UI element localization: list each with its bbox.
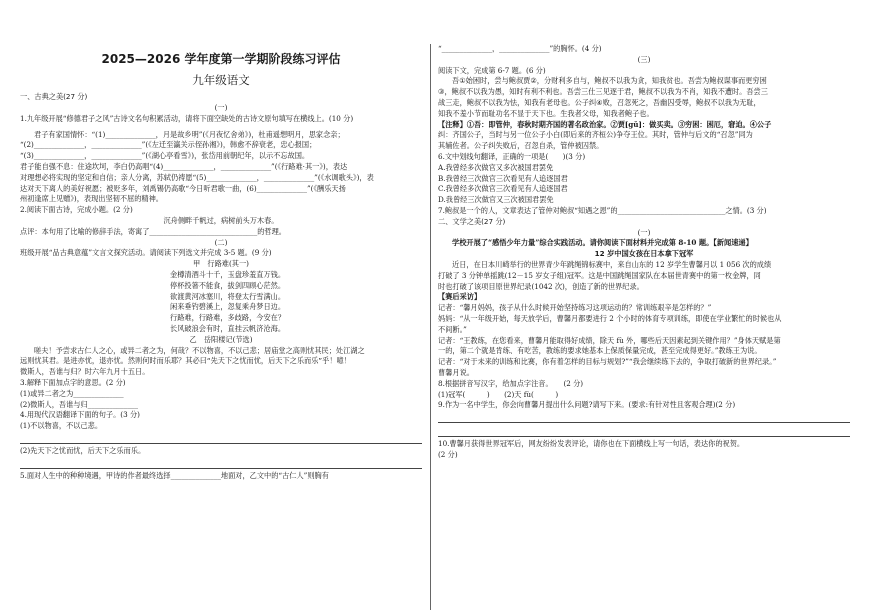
left-line: “(3)______________，______________”(《湖心亭看雪》)，张岱用前朝纪年，以示不忘故国。 — [20, 151, 310, 161]
left-line: 微斯人，吾谁与归？时六年九月十五日。 — [20, 367, 150, 377]
left-line: 班级开展“品古典意蕴”文言文探究活动。请阅读下列选文并完成 3-5 题。(9 分) — [20, 248, 272, 258]
left-line: 停杯投箸不能食，拔剑四顾心茫然。 — [170, 280, 286, 290]
left-line: 乙 岳阳楼记(节选) — [189, 334, 253, 344]
left-line: 1.九年级开展“修德君子之风”古诗文名句积累活动，请将下面空缺处的古诗文原句填写在横线上。(10 分) — [20, 113, 354, 123]
right-line: 知我不羞小节而耻功名不显于天下也。生我者父母，知我者鲍子也。 — [438, 108, 654, 118]
left-line: (1)不以物喜，不以己悲。 — [20, 421, 103, 431]
right-line: B.我曾经三次做官三次看见有人追逐国君 — [438, 173, 568, 183]
right-line: 一的，第二个就是肯练、有吃苦，教练的要求她基本上保质保量完成，甚至完成得更好。”教练王为说。 — [438, 346, 762, 356]
right-line: 纠：齐国公子，当时与另一位公子小白(即后来的齐桓公)争夺王位。其时，管仲与后文的“召忽”同为 — [438, 130, 753, 140]
left-line: (二) — [214, 237, 228, 247]
right-column-lines — [438, 44, 850, 461]
right-line: 妈妈：“从一年级开始，每天放学后，曹馨月都要进行 2 个小时的体育专项训练，即使在学业繁忙的时候也从 — [438, 313, 782, 323]
right-line: (2 分) — [438, 449, 458, 459]
left-column — [20, 44, 422, 482]
left-line: 3.解释下面加点字的意思。(2 分) — [20, 377, 126, 387]
right-line: 近日，在日本川崎举行的世界青少年跳绳锦标赛中，来自山东的 12 岁学生曹馨月以 1 056 次的成绩 — [452, 259, 772, 269]
left-line: 君子有家国情怀：“(1)______________，月是故乡明”(《月夜忆舍弟》)，杜甫遥想明月，思家念亲； — [34, 129, 345, 139]
left-line — [20, 432, 422, 444]
right-line: 学校开展了“感悟少年力量”综合实践活动。请你阅读下面材料并完成第 8-10 题。【新闻速递】 — [452, 238, 753, 248]
left-line: 闲来垂钓碧溪上，忽复乘舟梦日边。 — [170, 302, 286, 312]
column-divider — [430, 44, 431, 610]
right-line: 8.根据拼音写汉字，给加点字注音。 (2 分) — [438, 378, 584, 388]
left-line: 点评：本句用了比喻的修辞手法，寄寓了______________________________的哲理。 — [20, 226, 286, 236]
right-line: 【赛后采访】 — [438, 292, 482, 302]
right-line: 阅读下文，完成第 6-7 题。(6 分) — [438, 65, 546, 75]
left-line: 金樽清酒斗十千，玉盘珍羞直万钱。 — [170, 270, 286, 279]
left-line: (2)微斯人，吾谁与归______________ — [20, 399, 138, 409]
left-line: 沉舟侧畔千帆过，病树前头万木春。 — [163, 216, 279, 226]
right-line: A.我曾经多次做官又多次被国君罢免 — [438, 162, 554, 172]
right-line: (三) — [637, 54, 651, 64]
right-line: 7.鲍叔是一个的人，文章表达了管仲对鲍叔“知遇之恩”的______________________________之情。(3 分) — [438, 205, 767, 215]
right-line: 其辅佐者。公子纠失败后，召忽自杀，管仲被囚禁。 — [438, 141, 604, 151]
left-line: 一、古典之美(27 分) — [20, 92, 88, 102]
left-line: 长风破浪会有时，直挂云帆济沧海。 — [170, 323, 286, 333]
right-line: 吾①始困时，尝与鲍叔贾②，分财利多自与，鲍叔不以我为贪，知我贫也。吾尝为鲍叔谋事而更穷困 — [452, 76, 767, 86]
left-line: (2)先天下之忧而忧，后天下之乐而乐。 — [20, 445, 146, 455]
left-line: 君子能自强不息：住途坎坷，李白仍高唱“(4)______________，______________”(《行路难·其一》)，表达 — [20, 162, 348, 172]
left-line: 行路难，行路难，多歧路，今安在？ — [170, 313, 286, 323]
left-line: 5.面对人生中的种种境遇，甲诗的作者最终选择______________地面对，乙文中的“古仁人”则胸有 — [20, 470, 329, 480]
left-line: 4.用现代汉语翻译下面的句子。(3 分) — [20, 410, 140, 420]
right-line: (1)冠军( ) (2)天 fù( ) — [438, 389, 559, 399]
right-line: 【注释】①吾：即管仲，春秋时期齐国的著名政治家。②贾[gǔ]：做买卖。③穷困：困厄，窘迫。④公子 — [438, 119, 772, 129]
left-line: 对理想必将实现的坚定和自信；亲人分离，苏轼仍祷愿“(5)______________，______________”(《水调歌头》)，表 — [20, 172, 374, 182]
left-line: 达对天下离人的美好祝愿；被贬多年，刘禹锡仍高歌“今日听君歌一曲，(6)______________”(《酬乐天扬 — [20, 183, 346, 193]
right-line — [438, 425, 850, 437]
right-line: 9.作为一名中学生，你会向曹馨月提出什么问题?请写下来。(要求:有针对性且客观合理)(2 分) — [438, 400, 736, 410]
right-line: 6.文中划线句翻译，正确的一项是( )(3 分) — [438, 151, 586, 161]
right-line: 不间断。” — [438, 324, 467, 334]
exam-title: 2025—2026 学年度第一学期阶段练习评估 — [101, 52, 341, 66]
left-line — [20, 457, 422, 469]
left-line: (1)或异二者之为______________ — [20, 388, 124, 398]
right-line: 战三走，鲍叔不以我为怯，知我有老母也。公子纠④败，召忽死之，吾幽囚受辱，鲍叔不以我为无耻， — [438, 97, 761, 107]
left-line: (一) — [214, 103, 228, 113]
left-line: 甲 行路难(其一) — [193, 259, 249, 269]
right-line: 10.曹馨月获得世界冠军后，网友纷纷发表评论，请你也在下面横线上写一句话，表达你的祝贺。 — [438, 439, 745, 449]
left-line: 嗟夫！予尝求古仁人之心，或异二者之为，何哉？不以物喜，不以己悲；居庙堂之高则忧其民；处江湖之 — [34, 345, 365, 355]
right-line: “______________，______________”的胸怀。(4 分) — [438, 44, 602, 53]
right-line: C.我曾经多次做官三次看见有人追逐国君 — [438, 184, 568, 194]
right-line: 时也打破了该项目原世界纪录(1042 次)，创造了新的世界纪录。 — [438, 281, 644, 291]
right-line: 记者：“王教练，在您看来，曹馨月能取得好成绩，除天 fù 外，哪些后天因素起到关键作用？”身体天赋是第 — [438, 335, 781, 345]
left-line: 欲渡黄河冰塞川，将登太行雪满山。 — [170, 291, 286, 301]
right-line: 曹馨月说。 — [438, 367, 474, 377]
right-line: 记者：“馨月妈妈，孩子从什么时候开始坚持练习这项运动的？常训练艰辛是怎样的？” — [438, 303, 712, 313]
right-line: ③，鲍叔不以我为愚，知时有利不利也。吾尝三仕三见逐于君，鲍叔不以我为不肖，知我不遭时。吾尝三 — [438, 87, 768, 97]
exam-subtitle: 九年级语文 — [192, 73, 250, 87]
left-column-lines — [20, 92, 422, 481]
right-line: 打破了 3 分钟单摇跳(12－15 岁女子组)冠军。这是中国跳绳国家队在本届世青赛中的第一枚金牌，同 — [438, 270, 761, 280]
left-line: 2.阅读下面古诗，完成小题。(2 分) — [20, 205, 133, 215]
right-line — [438, 411, 850, 423]
right-line: 二、文学之美(27 分) — [438, 216, 506, 226]
right-column — [438, 44, 850, 461]
right-line: (一) — [637, 227, 651, 237]
left-line: 州初逢席上见赠》)，表现出坚韧不屈的精神。 — [20, 194, 163, 204]
left-line: “(2)______________，______________”(《左迁至瀛关示侄孙湘》)，韩愈不辞衰老，忠心报国； — [20, 140, 317, 150]
right-line: 记者：“对于未来的训练和比赛，你有着怎样的目标与规划?”“我会继续练下去的，争取打破新的世界纪录。” — [438, 357, 777, 367]
right-line: 12 岁中国女孩在日本拿下冠军 — [594, 249, 694, 259]
right-line: D.我曾经三次做官又三次被国君罢免 — [438, 195, 554, 205]
left-line: 远则忧其君。是进亦忧，退亦忧。然则何时而乐耶？其必曰“先天下之忧而忧，后天下之乐而乐”乎！噫！ — [20, 356, 351, 366]
